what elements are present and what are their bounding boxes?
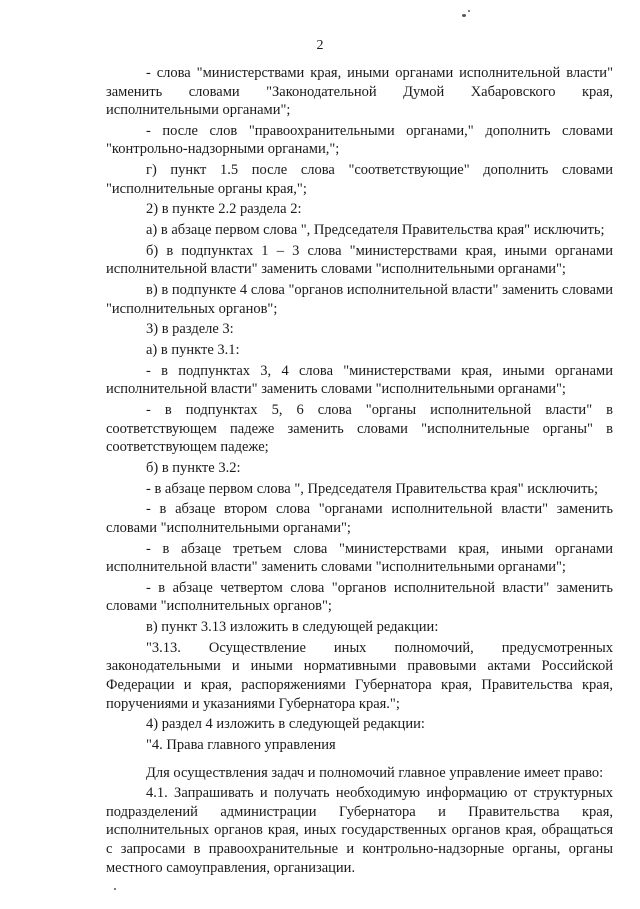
paragraph: 2) в пункте 2.2 раздела 2: (146, 201, 302, 218)
paragraph: 4.1. Запрашивать и получать необходимую информацию от структурных подразделений администрации Губернатора и Правительства края, исполнительных органов края, иных государственных органов края, обращаться с запросами в правоохранительные и контрольно-надзорные органы, органы местного самоуправления, организации. (106, 785, 613, 876)
paragraph: Для осуществления задач и полномочий главное управление имеет право: (146, 764, 604, 781)
scan-speck (114, 888, 116, 890)
paragraph: г) пункт 1.5 после слова "соответствующие" дополнить словами "исполнительные органы края,"; (106, 162, 613, 197)
paragraph: в) в подпункте 4 слова "органов исполнительной власти" заменить словами "исполнительных органов"; (106, 282, 613, 317)
paragraph: "3.13. Осуществление иных полномочий, предусмотренных законодательными и иными нормативными правовыми актами Российской Федерации и края, распоряжениями Губернатора края, Правительства края, поручениями и указаниями Губернатора края."; (106, 639, 613, 712)
scan-speck (468, 10, 470, 12)
paragraph: - после слов "правоохранительными органами," дополнить словами "контрольно-надзорными органами,"; (106, 122, 613, 158)
paragraph: - в подпунктах 5, 6 слова "органы исполнительной власти" в соответствующем падеже заменить словами "исполнительные органы" в соответствующем падеже; (106, 402, 613, 456)
paragraph: - в абзаце четвертом слова "органов исполнительной власти" заменить словами "исполнительных органов"; (106, 579, 613, 615)
document-body (106, 64, 613, 879)
paragraph: - в подпунктах 3, 4 слова "министерствами края, иными органами исполнительной власти" заменить словами "исполнительными органами"; (106, 362, 613, 398)
paragraph: - в абзаце третьем слова "министерствами края, иными органами исполнительной власти" заменить словами "исполнительными органами"; (106, 540, 613, 576)
scan-speck (462, 14, 466, 17)
paragraph: - в абзаце первом слова ", Председателя Правительства края" исключить; (146, 480, 599, 497)
paragraph: 4) раздел 4 изложить в следующей редакции: (146, 716, 425, 733)
paragraph: - слова "министерствами края, иными органами исполнительной власти" заменить словами "Законодательной Думой Хабаровского края, исполнительными органами"; (106, 65, 613, 119)
paragraph: - в абзаце втором слова "органами исполнительной власти" заменить словами "исполнительными органами"; (106, 501, 613, 536)
paragraph: б) в пункте 3.2: (146, 459, 241, 476)
paragraph: б) в подпунктах 1 – 3 слова "министерствами края, иными органами исполнительной власти" заменить словами "исполнительными органами"; (106, 242, 613, 278)
section-heading: "4. Права главного управления (146, 736, 336, 753)
paragraph: в) пункт 3.13 изложить в следующей редакции: (146, 619, 439, 636)
page-number: 2 (316, 38, 324, 53)
paragraph: 3) в разделе 3: (146, 321, 234, 338)
paragraph: а) в абзаце первом слова ", Председателя Правительства края" исключить; (146, 222, 605, 239)
paragraph: а) в пункте 3.1: (146, 342, 240, 359)
